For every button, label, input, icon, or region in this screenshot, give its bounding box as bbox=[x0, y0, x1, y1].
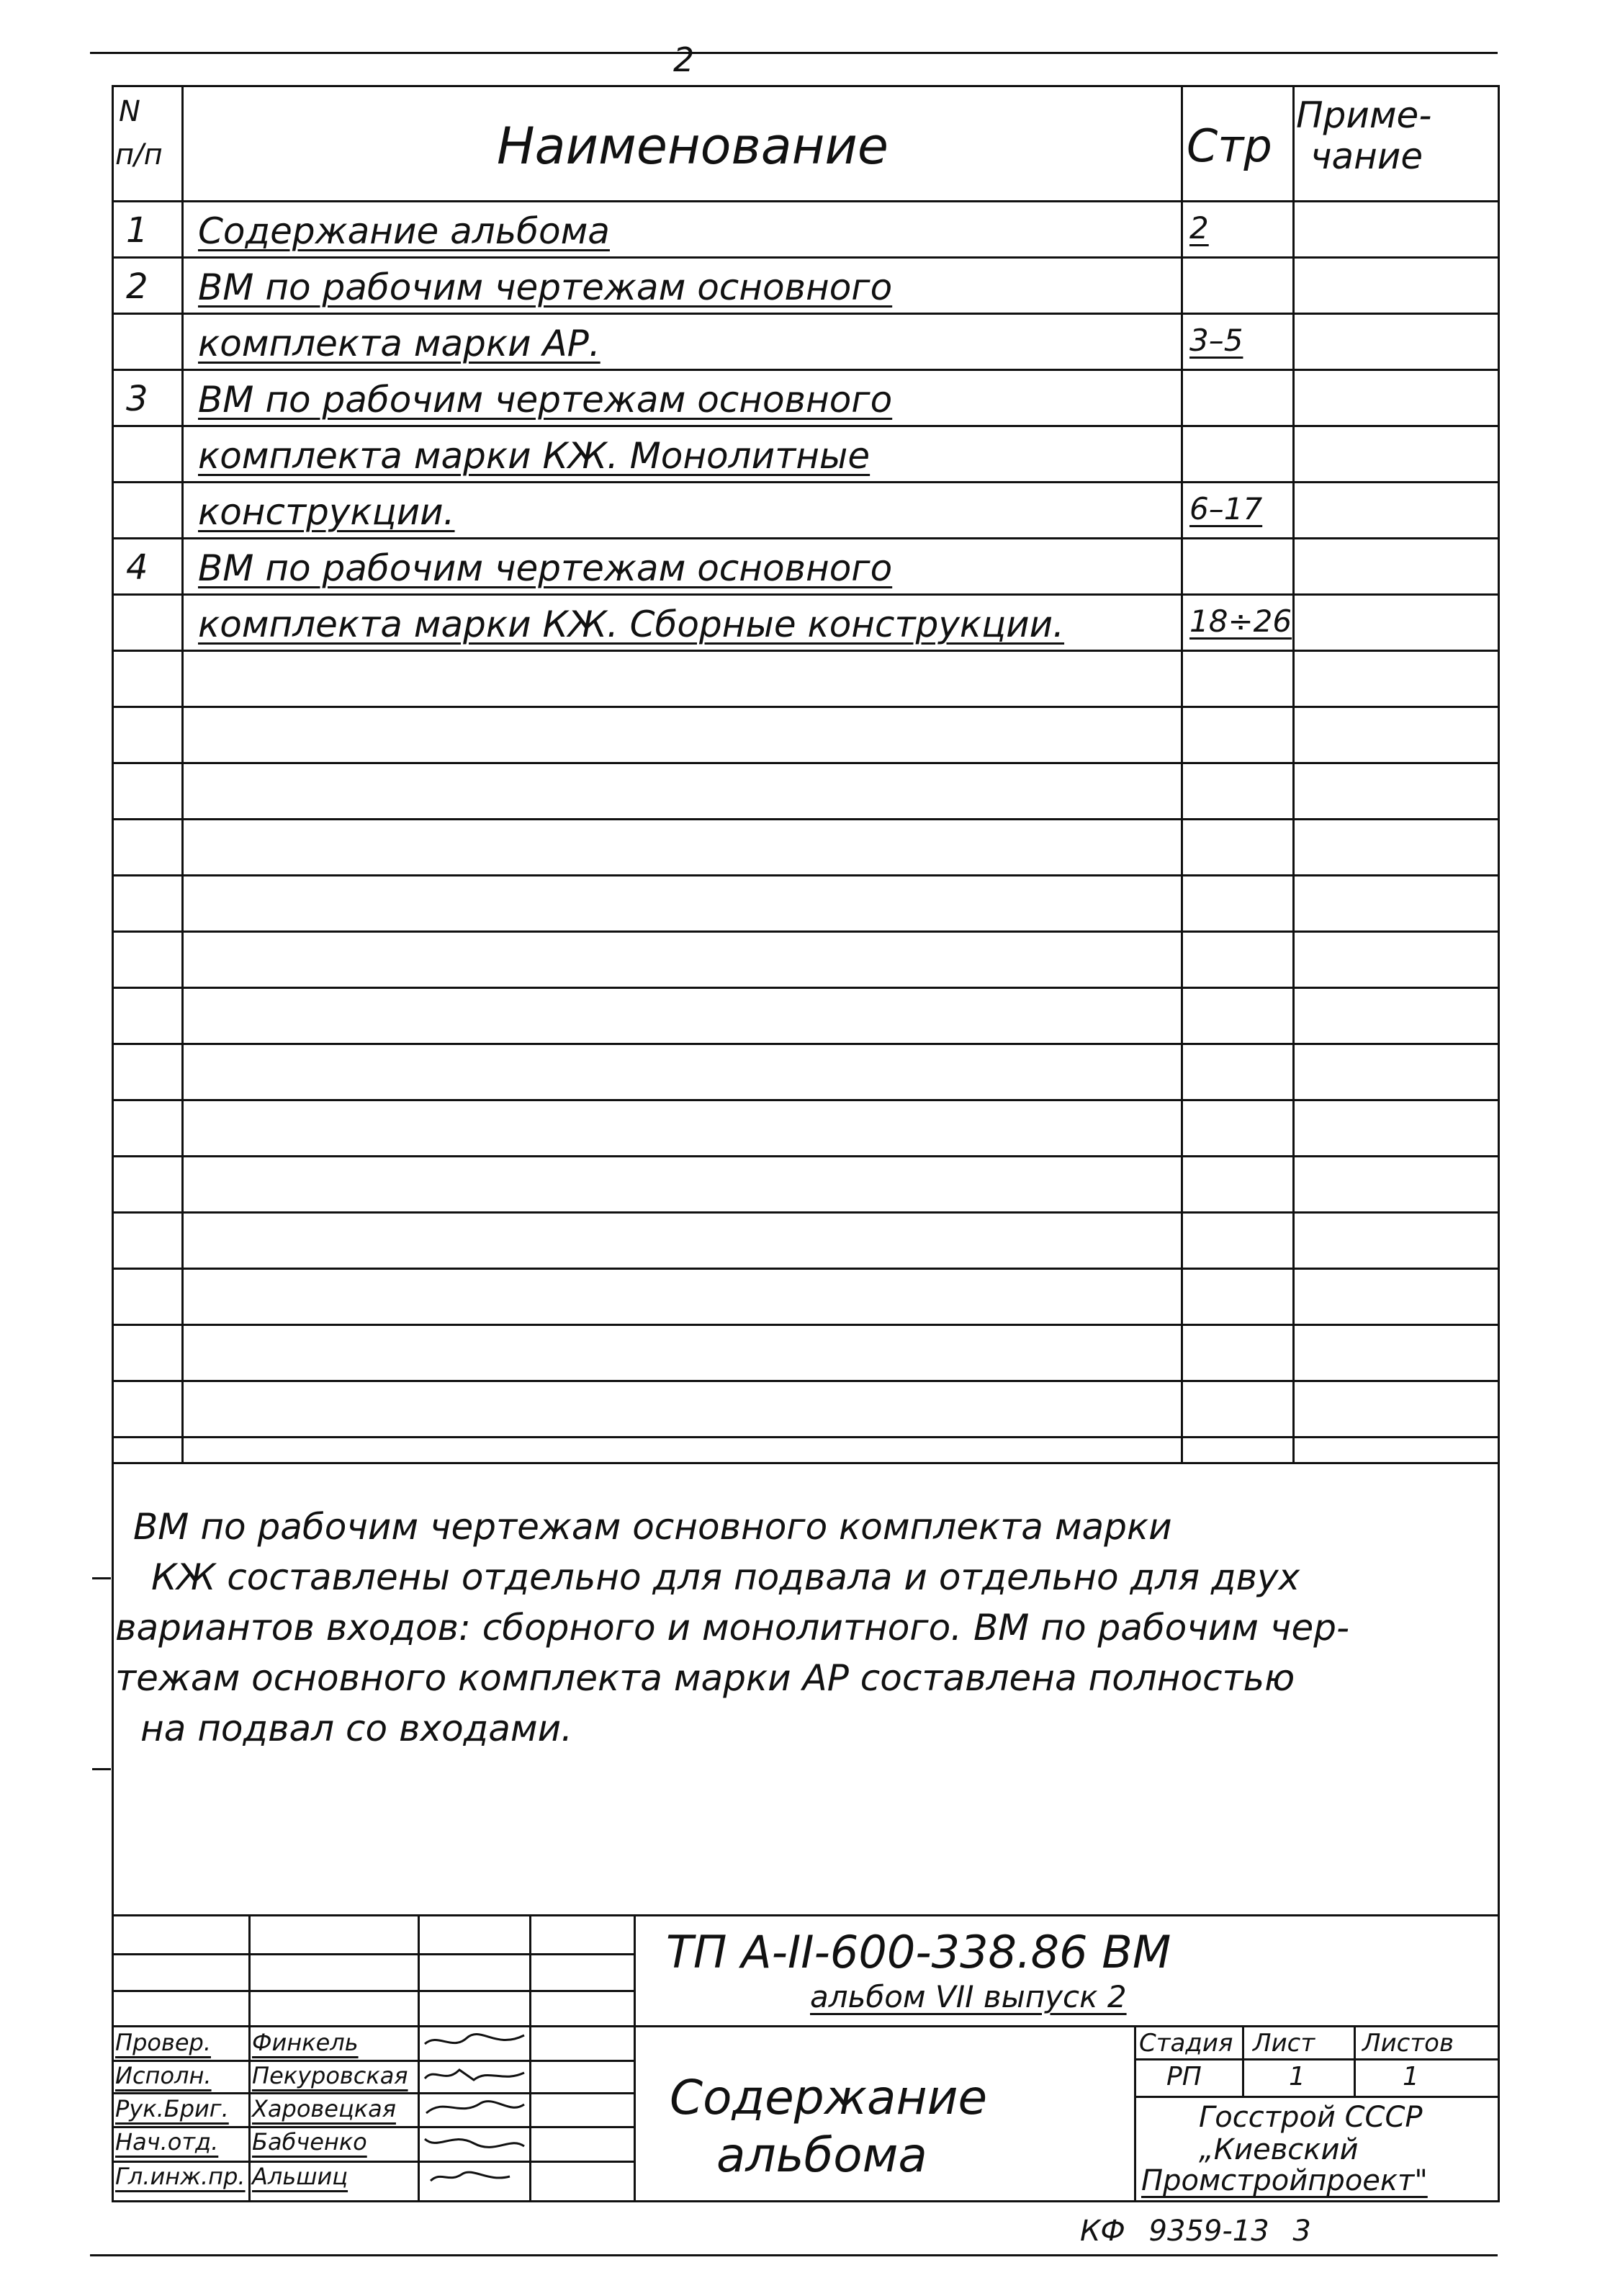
table-header-bottom bbox=[112, 200, 1500, 202]
tb-row bbox=[112, 2092, 636, 2094]
sheet-number: 2 bbox=[673, 40, 695, 79]
table-row-line bbox=[112, 650, 1500, 652]
row-name: Содержание альбома bbox=[198, 210, 610, 252]
header-note-line2: чание bbox=[1310, 135, 1423, 177]
tb-sep-b bbox=[418, 1914, 420, 2202]
table-col-sep-3 bbox=[1292, 85, 1295, 1464]
table-row-line bbox=[112, 987, 1500, 989]
note-line: вариантов входов: сборного и монолитного. ВМ по рабочим чер- bbox=[115, 1607, 1349, 1649]
table-row-line bbox=[112, 762, 1500, 764]
table-row-line bbox=[112, 706, 1500, 708]
tb-stage-sep-1 bbox=[1242, 2025, 1244, 2097]
signature-role: Гл.инж.пр. bbox=[115, 2163, 246, 2190]
note-line: тежам основного комплекта марки АР составлена полностью bbox=[115, 1657, 1295, 1699]
table-row-line bbox=[112, 256, 1500, 259]
org-line3: Промстройпроект" bbox=[1141, 2164, 1428, 2197]
margin-mark bbox=[92, 1768, 111, 1770]
table-row-line bbox=[112, 930, 1500, 933]
row-page: 3–5 bbox=[1189, 323, 1243, 358]
tb-stage-row bbox=[1134, 2096, 1500, 2098]
signature-role: Рук.Бриг. bbox=[115, 2095, 229, 2122]
tb-row bbox=[112, 1990, 636, 1992]
row-num: 2 bbox=[126, 266, 148, 307]
signature-name: Бабченко bbox=[252, 2128, 367, 2156]
table-row-line bbox=[112, 1380, 1500, 1382]
header-name: Наименование bbox=[497, 117, 889, 176]
note-line: КЖ составлены отдельно для подвала и отдельно для двух bbox=[151, 1556, 1300, 1598]
row-num: 1 bbox=[126, 210, 148, 251]
table-row-line bbox=[112, 425, 1500, 427]
table-col-sep-1 bbox=[181, 85, 184, 1464]
note-line: на подвал со входами. bbox=[140, 1708, 572, 1749]
signature-role: Нач.отд. bbox=[115, 2128, 219, 2156]
signature-name: Альшиц bbox=[252, 2163, 348, 2190]
header-num-line1: N bbox=[119, 95, 140, 128]
row-name: ВМ по рабочим чертежам основного bbox=[198, 266, 893, 308]
signature-name: Харовецкая bbox=[252, 2095, 396, 2122]
table-row-line bbox=[112, 1436, 1500, 1438]
handwritten-signature bbox=[423, 2030, 528, 2054]
table-row-line bbox=[112, 818, 1500, 820]
header-num-line2: п/п bbox=[115, 138, 163, 171]
table-row-line bbox=[112, 1268, 1500, 1270]
signature-name: Пекуровская bbox=[252, 2062, 408, 2089]
table-row-line bbox=[112, 481, 1500, 483]
header-page: Стр bbox=[1187, 120, 1272, 172]
row-name: конструкции. bbox=[198, 491, 455, 533]
sheet-header: Лист bbox=[1253, 2029, 1315, 2058]
designation: ТП А-II-600-338.86 ВМ bbox=[666, 1926, 1171, 1978]
handwritten-signature bbox=[423, 2096, 528, 2120]
tb-sep-main bbox=[634, 1914, 636, 2202]
row-page: 6–17 bbox=[1189, 491, 1263, 526]
sheet-title-line1: Содержание bbox=[670, 2070, 988, 2125]
handwritten-signature bbox=[423, 2163, 528, 2188]
footer-code: КФ 9359-13 3 bbox=[1080, 2215, 1311, 2248]
note-line: ВМ по рабочим чертежам основного комплекта марки bbox=[133, 1506, 1172, 1548]
row-name: ВМ по рабочим чертежам основного bbox=[198, 379, 893, 421]
frame-right bbox=[1498, 85, 1500, 2202]
row-name: ВМ по рабочим чертежам основного bbox=[198, 547, 893, 589]
header-note-line1: Приме- bbox=[1296, 94, 1432, 136]
frame-bottom bbox=[112, 2200, 1500, 2202]
frame-top bbox=[112, 85, 1500, 87]
handwritten-signature bbox=[423, 2063, 528, 2087]
org-line2: „Киевский bbox=[1199, 2133, 1359, 2166]
album: альбом VII выпуск 2 bbox=[810, 1979, 1127, 2014]
frame-left bbox=[112, 85, 114, 2202]
sheets-header: Листов bbox=[1362, 2029, 1454, 2058]
margin-mark bbox=[92, 1577, 111, 1579]
row-num: 4 bbox=[126, 547, 148, 588]
tb-stage-sep-2 bbox=[1354, 2025, 1356, 2097]
table-row-line bbox=[112, 1099, 1500, 1101]
tb-sep-a bbox=[248, 1914, 251, 2202]
table-col-sep-2 bbox=[1181, 85, 1183, 1464]
table-row-line bbox=[112, 1043, 1500, 1045]
top-border bbox=[90, 52, 1498, 54]
table-bottom bbox=[112, 1462, 1500, 1464]
tb-row bbox=[112, 2025, 1500, 2027]
signature-role: Провер. bbox=[115, 2029, 211, 2056]
table-row-line bbox=[112, 369, 1500, 371]
row-page: 18÷26 bbox=[1189, 604, 1292, 639]
row-name: комплекта марки АР. bbox=[198, 323, 600, 364]
tb-row bbox=[112, 1953, 636, 1955]
tb-stage-row bbox=[1134, 2058, 1500, 2060]
table-row-line bbox=[112, 1155, 1500, 1157]
tb-stage-sep-left bbox=[1134, 2025, 1136, 2202]
org-line1: Госстрой СССР bbox=[1199, 2101, 1423, 2134]
signature-role: Исполн. bbox=[115, 2062, 212, 2089]
table-row-line bbox=[112, 313, 1500, 315]
row-name: комплекта марки КЖ. Монолитные bbox=[198, 435, 871, 477]
table-row-line bbox=[112, 593, 1500, 596]
row-page: 2 bbox=[1189, 210, 1209, 246]
table-row-line bbox=[112, 1324, 1500, 1326]
handwritten-signature bbox=[423, 2129, 528, 2153]
table-row-line bbox=[112, 537, 1500, 539]
sheets-value: 1 bbox=[1403, 2062, 1419, 2091]
row-num: 3 bbox=[126, 379, 148, 419]
table-row-line bbox=[112, 1211, 1500, 1214]
title-block-top bbox=[112, 1914, 1500, 1916]
row-name: комплекта марки КЖ. Сборные конструкции. bbox=[198, 604, 1065, 645]
signature-name: Финкель bbox=[252, 2029, 359, 2056]
table-row-line bbox=[112, 874, 1500, 876]
stage-value: РП bbox=[1166, 2062, 1202, 2091]
tb-sep-c bbox=[529, 1914, 531, 2202]
sheet-title-line2: альбома bbox=[716, 2127, 927, 2183]
bottom-rule bbox=[90, 2254, 1498, 2256]
stage-header: Стадия bbox=[1139, 2029, 1233, 2058]
sheet-value: 1 bbox=[1289, 2062, 1305, 2091]
